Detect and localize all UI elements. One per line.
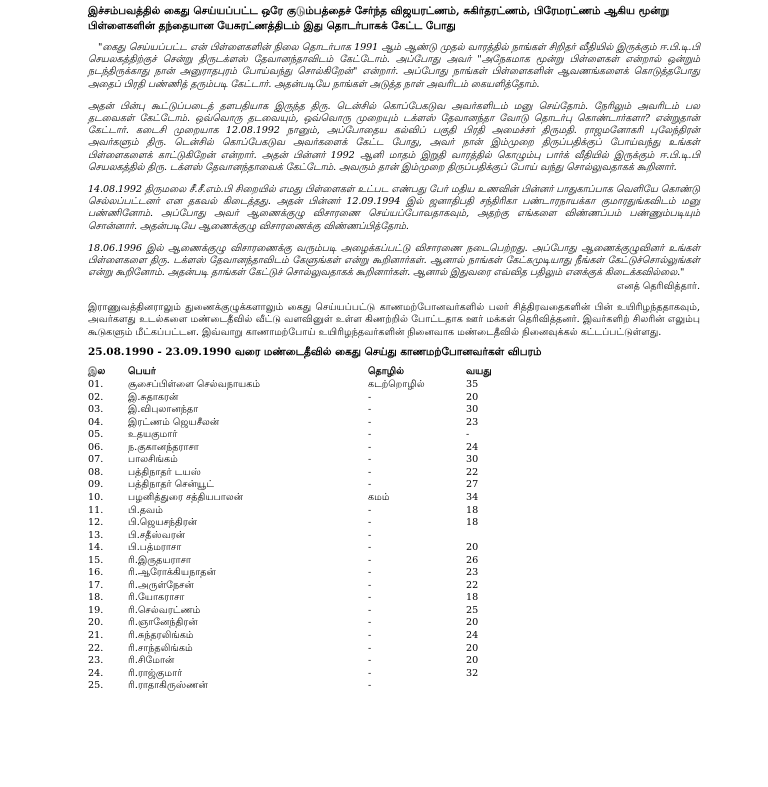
table-row bbox=[88, 617, 700, 630]
row-spacer bbox=[526, 404, 700, 417]
row-spacer bbox=[526, 479, 700, 492]
row-age: 24 bbox=[466, 441, 479, 453]
row-name: ரி.ஞானேந்திரன் bbox=[128, 617, 198, 629]
table-row bbox=[88, 668, 700, 681]
table-row bbox=[88, 580, 700, 593]
row-name: ரி.சுந்தரலிங்கம் bbox=[128, 630, 194, 642]
row-age: 24 bbox=[466, 630, 479, 642]
row-spacer bbox=[526, 467, 700, 480]
row-name: பாலசிங்கம் bbox=[128, 454, 178, 466]
row-spacer bbox=[526, 429, 700, 442]
row-name: ரி.சிமோன் bbox=[128, 655, 175, 667]
row-number: 06. bbox=[88, 441, 104, 453]
row-job: - bbox=[368, 404, 372, 416]
table-title: 25.08.1990 - 23.09.1990 வரை மண்டைதீவில் கைது செய்து காணமற்போனவர்கள் விபரம் bbox=[88, 346, 542, 359]
table-header-row bbox=[88, 365, 700, 379]
row-age bbox=[466, 680, 526, 693]
row-job: - bbox=[368, 680, 372, 692]
row-age: 20 bbox=[466, 655, 479, 667]
row-job: - bbox=[368, 416, 372, 428]
table-row bbox=[88, 429, 700, 442]
table-row bbox=[88, 517, 700, 530]
row-number: 22. bbox=[88, 642, 104, 654]
row-name: ரி.யோகராசா bbox=[128, 592, 185, 604]
row-age: 20 bbox=[466, 617, 479, 629]
row-name: பத்திநாதர் சென்யூட் bbox=[128, 479, 214, 491]
table-row bbox=[88, 392, 700, 405]
table-row bbox=[88, 630, 700, 643]
row-age: 18 bbox=[466, 504, 479, 516]
row-age: 25 bbox=[466, 604, 479, 616]
row-name: ரி.இருதயராசா bbox=[128, 554, 191, 566]
row-age: 27 bbox=[466, 479, 479, 491]
closing-paragraph: இராணுவத்தினராலும் துணைக்குழுக்களாலும் கைது செய்யப்பட்டு காணமற்போனவர்களில் பலர் சித்திரவதைகளின் பின் உயிரிழந்ததாகவும், அவர்களது உடல்களை மண்டைதீவில் வீட்டு வளவினுள் உள்ள கிணற்றில் போட்டதாக ஊர் மக்கள் தெரிவித்தனர். இவர்களிற் சிலரின் எலும்பு கூடுகளும் மீட்கப்பட்டன. இவ்வாறு காணாமற்போய் உயிரிழந்தவர்களின் நினைவாக மண்டைதீவில் நினைவுக்கல் கட்டப்பட்டுள்ளது. bbox=[88, 301, 700, 338]
row-job: - bbox=[368, 429, 372, 441]
row-number: 24. bbox=[88, 667, 104, 679]
row-age: - bbox=[466, 429, 470, 441]
row-job: - bbox=[368, 454, 372, 466]
table-row bbox=[88, 643, 700, 656]
row-spacer bbox=[526, 530, 700, 543]
row-age bbox=[466, 530, 526, 543]
row-number: 17. bbox=[88, 579, 104, 591]
row-age: 26 bbox=[466, 554, 479, 566]
row-job: - bbox=[368, 554, 372, 566]
row-number: 13. bbox=[88, 529, 104, 541]
table-row bbox=[88, 505, 700, 518]
table-row bbox=[88, 379, 700, 392]
table-row bbox=[88, 655, 700, 668]
header-job: தொழில் bbox=[368, 366, 405, 378]
row-age: 22 bbox=[466, 466, 479, 478]
missing-persons-table bbox=[88, 365, 700, 693]
table-row bbox=[88, 555, 700, 568]
row-number: 09. bbox=[88, 479, 104, 491]
testimony-paragraph-2: அதன் பின்பு கூட்டுப்படைத் தளபதியாக இருந்த திரு. டென்சில் கொப்பேகடுவ அவர்களிடம் மனு செய்தோம். நேரிலும் அவரிடம் பல தடவைகள் கேட்டோம். ஒவ்வொரு தடவையும், ஒவ்வொரு முறையும் டக்ளஸ் தேவானந்தா வோடு தொடர்பு கொண்டார்களா? என்றுதான் கேட்டார். கடைசி முறையாக 12.08.1992 நானும், அப்போதைய கல்விப் பகுதி பிரதி அமைச்சர் திருமதி. ராஜமனோகரி புலேந்திரன் அவர்களும் திரு. டென்சில் கொப்பேகடுவ அவர்களைக் கேட்ட போது, அவர் நான் இம்முறை திருப்பதிக்குப் போய்வந்து உங்கள் பிள்ளைகளைக் காட்டுகிறேன் என்றார். அதன் பின்னர் 1992 ஆனி மாதம் இறுதி வாரத்தில் கொழும்பு பார்க் வீதியில் இருக்கும் ஈ.பி.டி.பி செயலகத்தில் திரு. டக்ளஸ் தேவானந்தாவைக் கேட்டோம். அவரும் தான் இம்முறை திருப்பதிக்குப் போய் வந்து சொல்லுவதாகக் கூறினார். bbox=[88, 100, 700, 173]
row-name: ரி.ராதாகிருஸ்ணன் bbox=[128, 680, 208, 692]
row-number: 02. bbox=[88, 391, 104, 403]
table-row bbox=[88, 530, 700, 543]
testimony-tail: எனத் தெரிவித்தார். bbox=[616, 281, 700, 293]
row-spacer bbox=[526, 617, 700, 630]
table-row bbox=[88, 479, 700, 492]
row-job: - bbox=[368, 517, 372, 529]
row-job: - bbox=[368, 617, 372, 629]
row-spacer bbox=[526, 580, 700, 593]
row-spacer bbox=[526, 655, 700, 668]
row-number: 20. bbox=[88, 617, 104, 629]
table-row bbox=[88, 404, 700, 417]
row-number: 18. bbox=[88, 592, 104, 604]
table-row bbox=[88, 592, 700, 605]
table-row bbox=[88, 467, 700, 480]
row-spacer bbox=[526, 379, 700, 392]
row-age: 23 bbox=[466, 567, 479, 579]
row-job: - bbox=[368, 479, 372, 491]
row-job: கமம் bbox=[368, 492, 390, 503]
row-name: ரி.சாந்தலிங்கம் bbox=[128, 642, 193, 654]
table-row bbox=[88, 567, 700, 580]
row-number: 14. bbox=[88, 542, 104, 554]
row-number: 21. bbox=[88, 630, 104, 642]
table-row bbox=[88, 680, 700, 693]
row-age: 20 bbox=[466, 642, 479, 654]
row-number: 23. bbox=[88, 655, 104, 667]
row-name: ரி.ஆரோக்கியநாதன் bbox=[128, 567, 216, 579]
row-job: - bbox=[368, 592, 372, 604]
row-age: 18 bbox=[466, 517, 479, 529]
table-row bbox=[88, 442, 700, 455]
row-spacer bbox=[526, 567, 700, 580]
row-number: 12. bbox=[88, 517, 104, 529]
row-name: ரி.செல்வரட்ணம் bbox=[128, 604, 201, 616]
row-name: பி.சதீஸ்வரன் bbox=[128, 529, 186, 541]
testimony-paragraph-3: 14.08.1992 திருமலை சீ.சீ.எம்.பி சிறையில் எமது பிள்ளைகள் உட்பட எண்பது பேர் மதிய உணவின் பின்னர் பாதுகாப்பாக வெளியே கொண்டு செல்லப்பட்டனர் என தகவல் கிடைத்தது. அதன் பின்னர் 12.09.1994 இல் ஜனாதிபதி சந்திரிகா பண்டாரநாயக்கா குமாரதுங்கவிடம் மனு பண்ணினோம். அப்போது அவர் ஆணைக்குழு விசாரணை செய்யப்போவதாகவும், அதற்கு எங்களை விண்ணப்பம் பண்ணும்படியும் சொன்னார். அதன்படியே ஆணைக்குழு விசாரணைக்கு விண்ணப்பித்தோம். bbox=[88, 184, 700, 232]
row-age: 18 bbox=[466, 592, 479, 604]
row-number: 16. bbox=[88, 567, 104, 579]
row-age: 23 bbox=[466, 416, 479, 428]
row-job: - bbox=[368, 642, 372, 654]
header-spacer bbox=[526, 365, 700, 379]
table-row bbox=[88, 542, 700, 555]
row-age: 30 bbox=[466, 454, 479, 466]
row-job: - bbox=[368, 567, 372, 579]
row-name: இ.சுதாகரன் bbox=[128, 391, 179, 403]
row-name: பத்திநாதர் டயஸ் bbox=[128, 466, 201, 478]
row-spacer bbox=[526, 643, 700, 656]
row-age: 30 bbox=[466, 404, 479, 416]
row-job: - bbox=[368, 529, 372, 541]
row-job: - bbox=[368, 630, 372, 642]
table-row bbox=[88, 605, 700, 618]
row-spacer bbox=[526, 517, 700, 530]
row-spacer bbox=[526, 555, 700, 568]
table-row bbox=[88, 417, 700, 430]
row-job: - bbox=[368, 391, 372, 403]
row-name: ரி.ராஜ்குமார் bbox=[128, 667, 183, 679]
row-spacer bbox=[526, 492, 700, 505]
row-spacer bbox=[526, 542, 700, 555]
row-job: - bbox=[368, 655, 372, 667]
row-number: 15. bbox=[88, 554, 104, 566]
row-age: 22 bbox=[466, 579, 479, 591]
row-spacer bbox=[526, 605, 700, 618]
row-name: இ.விபுலானந்தா bbox=[128, 404, 199, 416]
row-number: 10. bbox=[88, 492, 104, 503]
row-name: இரட்ணம் ஜெயசீலன் bbox=[128, 416, 220, 428]
row-age: 20 bbox=[466, 391, 479, 403]
row-job: - bbox=[368, 504, 372, 516]
row-spacer bbox=[526, 417, 700, 430]
header-no: இல bbox=[88, 366, 106, 378]
header-name: பெயர் bbox=[128, 366, 156, 378]
row-name: ரி.அருள்நேசன் bbox=[128, 579, 194, 591]
row-age: 32 bbox=[466, 667, 479, 679]
row-number: 08. bbox=[88, 466, 104, 478]
header-age: வயது bbox=[466, 366, 492, 378]
row-spacer bbox=[526, 454, 700, 467]
testimony-paragraph-1: "கைது செய்யப்பட்ட என் பிள்ளைகளின் நிலை தொடர்பாக 1991 ஆம் ஆண்டு முதல் வாரத்தில் நாங்கள் சிறிதர் வீதியில் இருக்கும் ஈ.பி.டி.பி செயலகத்திற்குச் சென்று திருடக்ளஸ் தேவானந்தாவிடம் கேட்டோம். அப்போது அவர் "அநேகமாக மூன்று பிள்ளைகள் என்றால் ஒன்றும் நடந்திருக்காது நான் அனுராதபுரம் போய்வந்து சொல்கிறேன்" என்றார். அப்போது நாங்கள் பிள்ளைகளின் ஆவணங்களைக் கொடுத்தபோது அதைப் பிரதி பண்ணித் தரும்படி கேட்டார். அதன்படியே நாங்கள் அடுத்த நாள் அவரிடம் கையளித்தோம். bbox=[88, 42, 700, 90]
row-name: சூசைப்பிள்ளை செல்வநாயகம் bbox=[128, 379, 261, 391]
row-job: கடற்றொழில் bbox=[368, 379, 425, 391]
row-number: 11. bbox=[88, 504, 104, 516]
row-name: பி.தவம் bbox=[128, 504, 163, 516]
row-number: 01. bbox=[88, 379, 104, 391]
row-job: - bbox=[368, 579, 372, 591]
row-name: பி.பத்மராசா bbox=[128, 542, 182, 554]
row-age: 34 bbox=[466, 492, 479, 503]
row-age: 20 bbox=[466, 542, 479, 554]
row-number: 25. bbox=[88, 680, 104, 692]
row-name: பி.ஜெயசந்திரன் bbox=[128, 517, 198, 529]
row-job: - bbox=[368, 604, 372, 616]
row-spacer bbox=[526, 668, 700, 681]
row-spacer bbox=[526, 630, 700, 643]
document-page bbox=[88, 4, 700, 693]
row-spacer bbox=[526, 442, 700, 455]
row-job: - bbox=[368, 542, 372, 554]
row-number: 04. bbox=[88, 416, 104, 428]
row-spacer bbox=[526, 392, 700, 405]
intro-heading: இச்சம்பவத்தில் கைது செய்யப்பட்ட ஒரே குடும்பத்தைச் சேர்ந்த விஜயரட்ணம், சுகிர்தரட்ணம், பிரேமரட்ணம் ஆகிய மூன்று பிள்ளைகளின் தந்தையான யேசுரட்ணத்திடம் இது தொடர்பாகக் கேட்ட போது bbox=[88, 5, 670, 32]
row-job: - bbox=[368, 667, 372, 679]
table-row bbox=[88, 492, 700, 505]
row-spacer bbox=[526, 592, 700, 605]
row-name: உதயகுமார் bbox=[128, 429, 178, 441]
row-age: 35 bbox=[466, 379, 479, 391]
row-number: 03. bbox=[88, 404, 104, 416]
row-number: 19. bbox=[88, 604, 104, 616]
row-spacer bbox=[526, 680, 700, 693]
row-spacer bbox=[526, 505, 700, 518]
row-number: 07. bbox=[88, 454, 104, 466]
row-number: 05. bbox=[88, 429, 104, 441]
row-job: - bbox=[368, 441, 372, 453]
testimony-paragraph-4: 18.06.1996 இல் ஆணைக்குழு விசாரணைக்கு வரும்படி அழைக்கப்பட்டு விசாரணை நடைபெற்றது. அப்போது ஆணைக்குழுவினர் உங்கள் பிள்ளைகளை திரு. டக்ளஸ் தேவானந்தாவிடம் கேளுங்கள் என்று கூறினார்கள். ஆனால் நாங்கள் கேட்கமுடியாது நீங்கள் கேட்டுச்சொல்லுங்கள் என்று கூறினோம். அதன்படி தாங்கள் கேட்டுச் சொல்லுவதாகக் கூறினார்கள். ஆனால் இதுவரை எவ்வித பதிலும் எனக்குக் கிடைக்கவில்லை." bbox=[88, 242, 700, 279]
row-name: ந.குகானந்தராசா bbox=[128, 441, 199, 453]
table-row bbox=[88, 454, 700, 467]
row-job: - bbox=[368, 466, 372, 478]
row-name: பழனித்துரை சத்தியபாலன் bbox=[128, 492, 244, 503]
